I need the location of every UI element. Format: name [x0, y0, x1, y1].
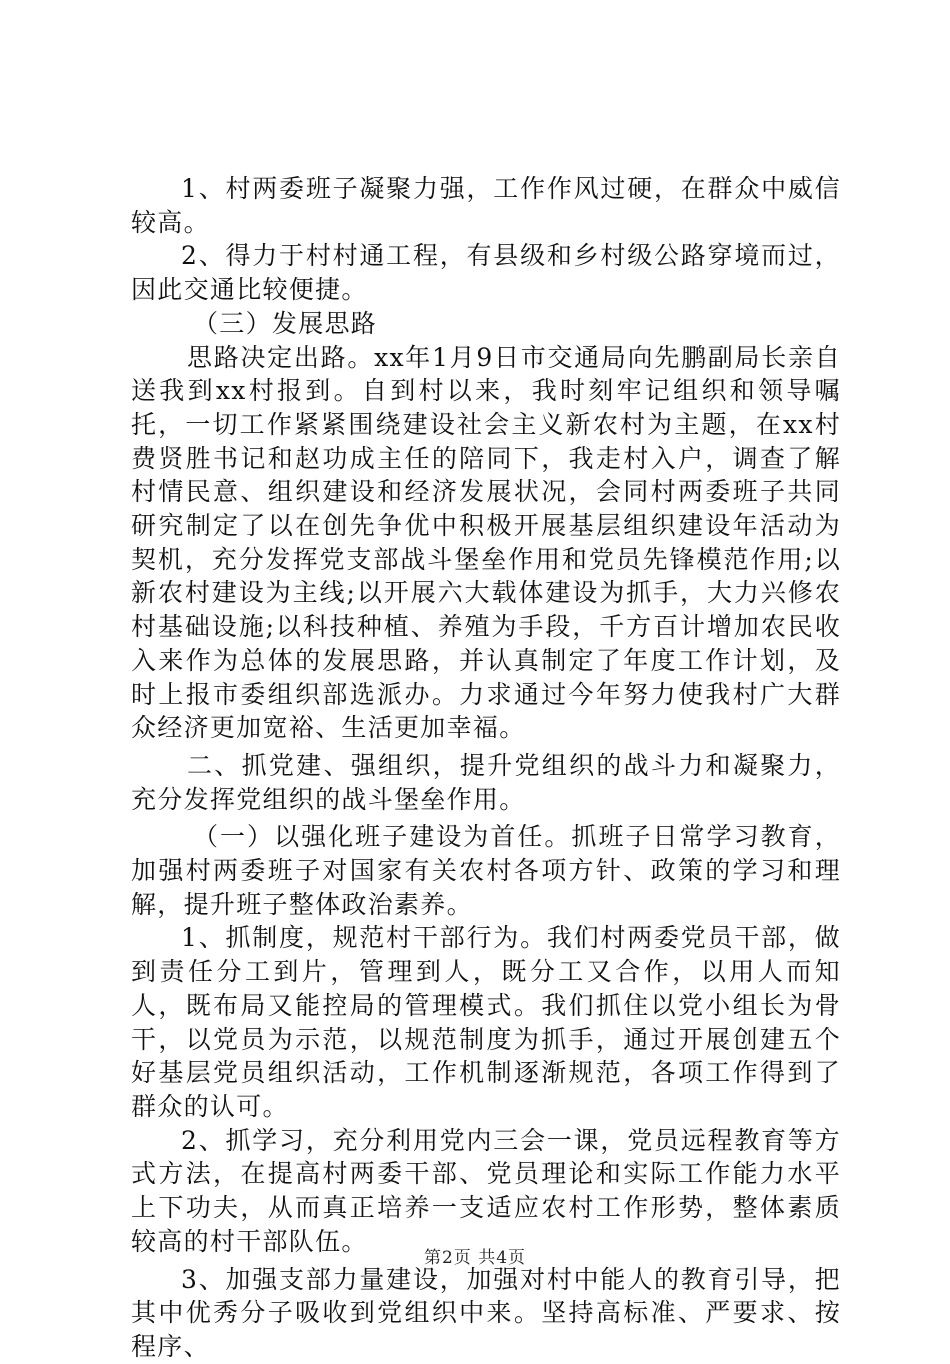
section-heading-development: （三）发展思路: [193, 308, 378, 338]
section-heading-party-building: 二、抓党建、强组织，提升党组织的战斗力和凝聚力，充分发挥党组织的战斗堡垒作用。: [131, 750, 841, 814]
paragraph-7: 3、加强支部力量建设，加强对村中能人的教育引导，把其中优秀分子吸收到党组织中来。坚持高标准、严要求、按程序、: [131, 1264, 841, 1361]
document-body: [131, 172, 841, 1364]
paragraph-2: 2、得力于村村通工程，有县级和乡村级公路穿境而过，因此交通比较便捷。: [131, 241, 841, 305]
paragraph-3: 思路决定出路。xx年1月9日市交通局向先鹏副局长亲自送我到xx村报到。自到村以来，我时刻牢记组织和领导嘱托，一切工作紧紧围绕建设社会主义新农村为主题，在xx村费贤胜书记和赵功成主任的陪同下，我走村入户，调查了解村情民意、组织建设和经济发展状况，会同村两委班子共同研究制定了以在创先争优中积极开展基层组织建设年活动为契机，充分发挥党支部战斗堡垒作用和党员先锋模范作用;以新农村建设为主线;以开展六大载体建设为抓手，大力兴修农村基础设施;以科技种植、养殖为手段，千方百计增加农民收入来作为总体的发展思路，并认真制定了年度工作计划，及时上报市委组织部选派办。力求通过今年努力使我村广大群众经济更加宽裕、生活更加幸福。: [131, 342, 841, 743]
paragraph-6: 2、抓学习，充分利用党内三会一课，党员远程教育等方式方法，在提高村两委干部、党员理论和实际工作能力水平上下功夫，从而真正培养一支适应农村工作形势，整体素质较高的村干部队伍。: [131, 1125, 841, 1256]
paragraph-5: 1、抓制度，规范村干部行为。我们村两委党员干部，做到责任分工到片，管理到人，既分工又合作，以用人而知人，既布局又能控局的管理模式。我们抓住以党小组长为骨干，以党员为示范，以规范制度为抓手，通过开展创建五个好基层党员组织活动，工作机制逐渐规范，各项工作得到了群众的认可。: [131, 923, 841, 1121]
paragraph-4: （一）以强化班子建设为首任。抓班子日常学习教育，加强村两委班子对国家有关农村各项方针、政策的学习和理解，提升班子整体政治素养。: [131, 822, 841, 919]
paragraph-1: 1、村两委班子凝聚力强，工作作风过硬，在群众中威信较高。: [131, 174, 841, 237]
page-footer: 第2页 共4页: [423, 1248, 527, 1268]
